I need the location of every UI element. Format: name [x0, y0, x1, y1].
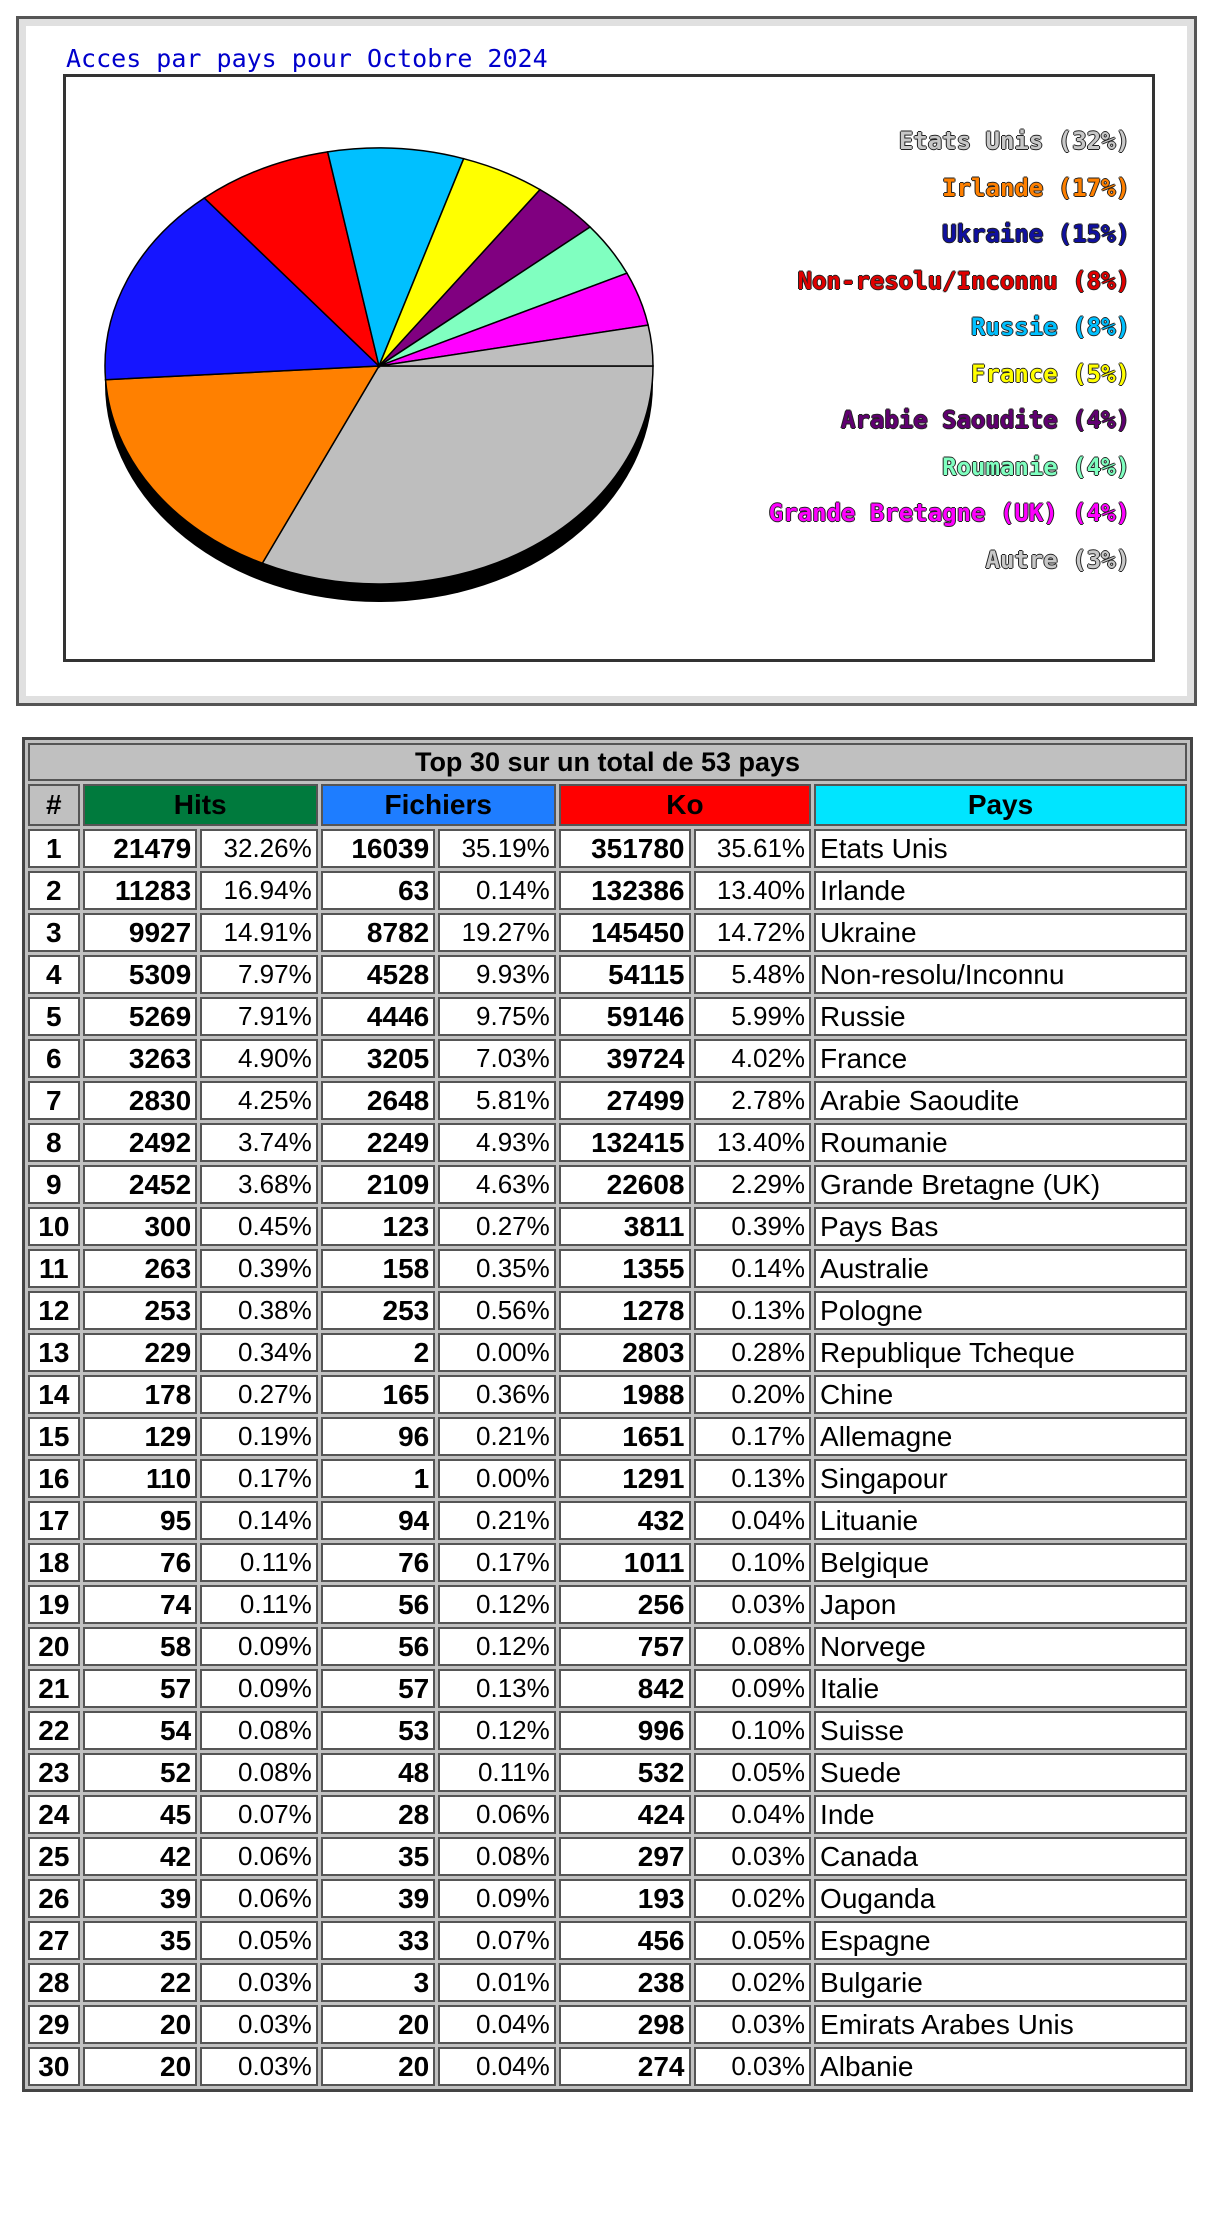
- country-cell: Suede: [814, 1753, 1187, 1792]
- files-percent-cell: 4.93%: [438, 1123, 556, 1162]
- ko-cell: 1988: [559, 1375, 691, 1414]
- rank-cell: 21: [28, 1669, 80, 1708]
- ko-percent-cell: 0.14%: [694, 1249, 812, 1288]
- table-row: [28, 1711, 1187, 1750]
- country-cell: Ouganda: [814, 1879, 1187, 1918]
- files-percent-cell: 0.11%: [438, 1753, 556, 1792]
- ko-percent-cell: 35.61%: [694, 829, 812, 868]
- rank-cell: 20: [28, 1627, 80, 1666]
- country-cell: Pays Bas: [814, 1207, 1187, 1246]
- hits-cell: 20: [83, 2047, 198, 2086]
- hits-percent-cell: 0.06%: [200, 1879, 318, 1918]
- hits-cell: 54: [83, 1711, 198, 1750]
- hits-percent-cell: 7.97%: [200, 955, 318, 994]
- rank-cell: 1: [28, 829, 80, 868]
- ko-cell: 3811: [559, 1207, 691, 1246]
- files-percent-cell: 9.75%: [438, 997, 556, 1036]
- ko-cell: 2803: [559, 1333, 691, 1372]
- ko-cell: 132415: [559, 1123, 691, 1162]
- hits-percent-cell: 0.27%: [200, 1375, 318, 1414]
- pie-chart-inner: [26, 26, 1187, 696]
- ko-percent-cell: 0.13%: [694, 1459, 812, 1498]
- country-cell: Australie: [814, 1249, 1187, 1288]
- hits-percent-cell: 0.39%: [200, 1249, 318, 1288]
- hits-percent-cell: 0.05%: [200, 1921, 318, 1960]
- hits-cell: 110: [83, 1459, 198, 1498]
- table-row: [28, 2005, 1187, 2044]
- hits-cell: 20: [83, 2005, 198, 2044]
- legend-entry: Etats Unis (32%): [898, 127, 1130, 155]
- files-cell: 48: [321, 1753, 436, 1792]
- table-caption: Top 30 sur un total de 53 pays: [28, 743, 1187, 781]
- files-cell: 2109: [321, 1165, 436, 1204]
- hits-percent-cell: 3.68%: [200, 1165, 318, 1204]
- hits-cell: 300: [83, 1207, 198, 1246]
- ko-percent-cell: 0.03%: [694, 2047, 812, 2086]
- country-cell: Non-resolu/Inconnu: [814, 955, 1187, 994]
- rank-cell: 14: [28, 1375, 80, 1414]
- hits-cell: 3263: [83, 1039, 198, 1078]
- ko-cell: 757: [559, 1627, 691, 1666]
- ko-cell: 456: [559, 1921, 691, 1960]
- ko-cell: 842: [559, 1669, 691, 1708]
- files-cell: 2249: [321, 1123, 436, 1162]
- rank-cell: 18: [28, 1543, 80, 1582]
- ko-cell: 1651: [559, 1417, 691, 1456]
- files-cell: 3: [321, 1963, 436, 2002]
- header-ko: Ko: [559, 784, 811, 826]
- ko-percent-cell: 14.72%: [694, 913, 812, 952]
- hits-cell: 2452: [83, 1165, 198, 1204]
- rank-cell: 25: [28, 1837, 80, 1876]
- legend-entry: Grande Bretagne (UK) (4%): [768, 499, 1130, 527]
- hits-percent-cell: 32.26%: [200, 829, 318, 868]
- hits-cell: 263: [83, 1249, 198, 1288]
- files-percent-cell: 0.09%: [438, 1879, 556, 1918]
- rank-cell: 29: [28, 2005, 80, 2044]
- header-country: Pays: [814, 784, 1187, 826]
- table-row: [28, 1837, 1187, 1876]
- hits-cell: 57: [83, 1669, 198, 1708]
- hits-percent-cell: 0.45%: [200, 1207, 318, 1246]
- country-cell: Russie: [814, 997, 1187, 1036]
- table-row: [28, 2047, 1187, 2086]
- rank-cell: 12: [28, 1291, 80, 1330]
- files-cell: 4528: [321, 955, 436, 994]
- ko-percent-cell: 0.04%: [694, 1795, 812, 1834]
- table-row: [28, 871, 1187, 910]
- files-cell: 165: [321, 1375, 436, 1414]
- hits-cell: 2492: [83, 1123, 198, 1162]
- table-row: [28, 1459, 1187, 1498]
- files-cell: 35: [321, 1837, 436, 1876]
- files-percent-cell: 0.12%: [438, 1627, 556, 1666]
- ko-cell: 432: [559, 1501, 691, 1540]
- ko-percent-cell: 0.05%: [694, 1753, 812, 1792]
- ko-cell: 256: [559, 1585, 691, 1624]
- table-row: [28, 1123, 1187, 1162]
- ko-cell: 274: [559, 2047, 691, 2086]
- table-row: [28, 1249, 1187, 1288]
- hits-cell: 5309: [83, 955, 198, 994]
- ko-percent-cell: 13.40%: [694, 1123, 812, 1162]
- table-row: [28, 1165, 1187, 1204]
- files-percent-cell: 7.03%: [438, 1039, 556, 1078]
- rank-cell: 19: [28, 1585, 80, 1624]
- rank-cell: 3: [28, 913, 80, 952]
- ko-percent-cell: 0.20%: [694, 1375, 812, 1414]
- ko-percent-cell: 13.40%: [694, 871, 812, 910]
- ko-cell: 424: [559, 1795, 691, 1834]
- legend-entry: Irlande (17%): [942, 173, 1130, 202]
- files-percent-cell: 0.13%: [438, 1669, 556, 1708]
- files-cell: 56: [321, 1585, 436, 1624]
- hits-cell: 45: [83, 1795, 198, 1834]
- ko-percent-cell: 0.09%: [694, 1669, 812, 1708]
- ko-cell: 1011: [559, 1543, 691, 1582]
- files-cell: 63: [321, 871, 436, 910]
- table-body: [28, 829, 1187, 2086]
- legend-entry: Russie (8%): [971, 313, 1130, 341]
- table-row: [28, 1879, 1187, 1918]
- files-percent-cell: 4.63%: [438, 1165, 556, 1204]
- files-percent-cell: 0.00%: [438, 1333, 556, 1372]
- table-row: [28, 1627, 1187, 1666]
- hits-cell: 178: [83, 1375, 198, 1414]
- country-cell: Bulgarie: [814, 1963, 1187, 2002]
- country-cell: Lituanie: [814, 1501, 1187, 1540]
- hits-cell: 9927: [83, 913, 198, 952]
- header-rank: #: [28, 784, 80, 826]
- legend-entry: Roumanie (4%): [942, 452, 1130, 481]
- table-row: [28, 1081, 1187, 1120]
- files-cell: 4446: [321, 997, 436, 1036]
- table-row: [28, 997, 1187, 1036]
- table-row: [28, 1543, 1187, 1582]
- hits-percent-cell: 0.07%: [200, 1795, 318, 1834]
- files-percent-cell: 9.93%: [438, 955, 556, 994]
- ko-percent-cell: 0.10%: [694, 1543, 812, 1582]
- legend-entry: Non-resolu/Inconnu (8%): [797, 266, 1130, 295]
- country-cell: Suisse: [814, 1711, 1187, 1750]
- rank-cell: 10: [28, 1207, 80, 1246]
- ko-percent-cell: 4.02%: [694, 1039, 812, 1078]
- pie-chart-panel: [16, 16, 1197, 706]
- table-row: [28, 1753, 1187, 1792]
- country-cell: Italie: [814, 1669, 1187, 1708]
- table-row: [28, 1375, 1187, 1414]
- table-row: [28, 913, 1187, 952]
- files-percent-cell: 5.81%: [438, 1081, 556, 1120]
- table-row: [28, 1291, 1187, 1330]
- files-percent-cell: 35.19%: [438, 829, 556, 868]
- country-cell: Japon: [814, 1585, 1187, 1624]
- ko-percent-cell: 0.03%: [694, 1837, 812, 1876]
- files-percent-cell: 0.56%: [438, 1291, 556, 1330]
- rank-cell: 22: [28, 1711, 80, 1750]
- ko-percent-cell: 0.04%: [694, 1501, 812, 1540]
- country-cell: Singapour: [814, 1459, 1187, 1498]
- files-cell: 2: [321, 1333, 436, 1372]
- ko-percent-cell: 0.02%: [694, 1963, 812, 2002]
- hits-percent-cell: 4.90%: [200, 1039, 318, 1078]
- country-cell: Ukraine: [814, 913, 1187, 952]
- hits-cell: 11283: [83, 871, 198, 910]
- files-cell: 123: [321, 1207, 436, 1246]
- legend-entry: Autre (3%): [985, 545, 1130, 574]
- country-stats-table: [22, 737, 1193, 2092]
- hits-cell: 229: [83, 1333, 198, 1372]
- files-cell: 20: [321, 2047, 436, 2086]
- country-cell: Irlande: [814, 871, 1187, 910]
- table-row: [28, 1333, 1187, 1372]
- files-percent-cell: 0.35%: [438, 1249, 556, 1288]
- ko-cell: 351780: [559, 829, 691, 868]
- files-percent-cell: 0.08%: [438, 1837, 556, 1876]
- files-cell: 158: [321, 1249, 436, 1288]
- ko-percent-cell: 0.08%: [694, 1627, 812, 1666]
- rank-cell: 4: [28, 955, 80, 994]
- ko-cell: 59146: [559, 997, 691, 1036]
- table-row: [28, 1039, 1187, 1078]
- ko-percent-cell: 0.10%: [694, 1711, 812, 1750]
- ko-cell: 54115: [559, 955, 691, 994]
- hits-percent-cell: 0.38%: [200, 1291, 318, 1330]
- country-cell: Espagne: [814, 1921, 1187, 1960]
- ko-cell: 27499: [559, 1081, 691, 1120]
- hits-percent-cell: 0.11%: [200, 1585, 318, 1624]
- table-row: [28, 1795, 1187, 1834]
- ko-cell: 996: [559, 1711, 691, 1750]
- files-cell: 1: [321, 1459, 436, 1498]
- table-row: [28, 1921, 1187, 1960]
- hits-percent-cell: 3.74%: [200, 1123, 318, 1162]
- country-cell: Etats Unis: [814, 829, 1187, 868]
- ko-cell: 145450: [559, 913, 691, 952]
- rank-cell: 24: [28, 1795, 80, 1834]
- ko-cell: 532: [559, 1753, 691, 1792]
- ko-percent-cell: 0.28%: [694, 1333, 812, 1372]
- hits-cell: 253: [83, 1291, 198, 1330]
- country-cell: Norvege: [814, 1627, 1187, 1666]
- legend-entry: France (5%): [971, 359, 1130, 388]
- files-percent-cell: 0.17%: [438, 1543, 556, 1582]
- files-cell: 96: [321, 1417, 436, 1456]
- hits-percent-cell: 0.11%: [200, 1543, 318, 1582]
- chart-plot-area: [63, 74, 1155, 662]
- rank-cell: 2: [28, 871, 80, 910]
- ko-cell: 298: [559, 2005, 691, 2044]
- rank-cell: 26: [28, 1879, 80, 1918]
- hits-cell: 95: [83, 1501, 198, 1540]
- hits-percent-cell: 0.08%: [200, 1711, 318, 1750]
- files-percent-cell: 0.14%: [438, 871, 556, 910]
- files-percent-cell: 0.12%: [438, 1711, 556, 1750]
- ko-cell: 1278: [559, 1291, 691, 1330]
- rank-cell: 23: [28, 1753, 80, 1792]
- files-percent-cell: 0.01%: [438, 1963, 556, 2002]
- hits-cell: 42: [83, 1837, 198, 1876]
- ko-percent-cell: 5.99%: [694, 997, 812, 1036]
- files-cell: 94: [321, 1501, 436, 1540]
- files-percent-cell: 0.07%: [438, 1921, 556, 1960]
- ko-percent-cell: 0.03%: [694, 2005, 812, 2044]
- hits-percent-cell: 0.06%: [200, 1837, 318, 1876]
- ko-percent-cell: 0.05%: [694, 1921, 812, 1960]
- rank-cell: 17: [28, 1501, 80, 1540]
- rank-cell: 27: [28, 1921, 80, 1960]
- legend-entry: Ukraine (15%): [942, 220, 1130, 248]
- files-percent-cell: 0.12%: [438, 1585, 556, 1624]
- files-percent-cell: 0.36%: [438, 1375, 556, 1414]
- table-row: [28, 829, 1187, 868]
- hits-cell: 2830: [83, 1081, 198, 1120]
- ko-cell: 1291: [559, 1459, 691, 1498]
- files-cell: 33: [321, 1921, 436, 1960]
- hits-percent-cell: 0.03%: [200, 2005, 318, 2044]
- table-row: [28, 1501, 1187, 1540]
- files-cell: 8782: [321, 913, 436, 952]
- rank-cell: 11: [28, 1249, 80, 1288]
- files-percent-cell: 0.27%: [438, 1207, 556, 1246]
- hits-cell: 21479: [83, 829, 198, 868]
- hits-cell: 58: [83, 1627, 198, 1666]
- files-cell: 57: [321, 1669, 436, 1708]
- hits-cell: 74: [83, 1585, 198, 1624]
- ko-cell: 238: [559, 1963, 691, 2002]
- hits-percent-cell: 14.91%: [200, 913, 318, 952]
- hits-percent-cell: 0.09%: [200, 1669, 318, 1708]
- country-cell: Republique Tcheque: [814, 1333, 1187, 1372]
- table-row: [28, 1963, 1187, 2002]
- ko-percent-cell: 0.13%: [694, 1291, 812, 1330]
- hits-cell: 52: [83, 1753, 198, 1792]
- hits-percent-cell: 0.09%: [200, 1627, 318, 1666]
- country-cell: Canada: [814, 1837, 1187, 1876]
- files-percent-cell: 0.04%: [438, 2047, 556, 2086]
- chart-title: Acces par pays pour Octobre 2024: [66, 44, 548, 73]
- ko-percent-cell: 5.48%: [694, 955, 812, 994]
- table-row: [28, 955, 1187, 994]
- country-cell: Emirats Arabes Unis: [814, 2005, 1187, 2044]
- files-cell: 53: [321, 1711, 436, 1750]
- rank-cell: 9: [28, 1165, 80, 1204]
- table-row: [28, 1669, 1187, 1708]
- rank-cell: 8: [28, 1123, 80, 1162]
- rank-cell: 28: [28, 1963, 80, 2002]
- hits-percent-cell: 0.03%: [200, 1963, 318, 2002]
- hits-cell: 76: [83, 1543, 198, 1582]
- rank-cell: 6: [28, 1039, 80, 1078]
- files-cell: 2648: [321, 1081, 436, 1120]
- country-cell: Arabie Saoudite: [814, 1081, 1187, 1120]
- files-percent-cell: 0.21%: [438, 1501, 556, 1540]
- ko-cell: 193: [559, 1879, 691, 1918]
- table-row: [28, 1207, 1187, 1246]
- ko-percent-cell: 0.03%: [694, 1585, 812, 1624]
- hits-cell: 5269: [83, 997, 198, 1036]
- files-cell: 39: [321, 1879, 436, 1918]
- files-percent-cell: 0.00%: [438, 1459, 556, 1498]
- files-cell: 28: [321, 1795, 436, 1834]
- rank-cell: 5: [28, 997, 80, 1036]
- hits-cell: 39: [83, 1879, 198, 1918]
- rank-cell: 15: [28, 1417, 80, 1456]
- ko-percent-cell: 0.17%: [694, 1417, 812, 1456]
- files-percent-cell: 0.06%: [438, 1795, 556, 1834]
- files-percent-cell: 0.04%: [438, 2005, 556, 2044]
- rank-cell: 16: [28, 1459, 80, 1498]
- files-cell: 16039: [321, 829, 436, 868]
- hits-percent-cell: 0.19%: [200, 1417, 318, 1456]
- country-cell: Pologne: [814, 1291, 1187, 1330]
- hits-percent-cell: 4.25%: [200, 1081, 318, 1120]
- files-cell: 253: [321, 1291, 436, 1330]
- country-cell: Chine: [814, 1375, 1187, 1414]
- header-files: Fichiers: [321, 784, 556, 826]
- files-cell: 56: [321, 1627, 436, 1666]
- ko-percent-cell: 2.78%: [694, 1081, 812, 1120]
- table-row: [28, 1585, 1187, 1624]
- hits-cell: 35: [83, 1921, 198, 1960]
- ko-cell: 1355: [559, 1249, 691, 1288]
- hits-percent-cell: 0.17%: [200, 1459, 318, 1498]
- rank-cell: 30: [28, 2047, 80, 2086]
- hits-cell: 22: [83, 1963, 198, 2002]
- country-cell: Inde: [814, 1795, 1187, 1834]
- ko-cell: 39724: [559, 1039, 691, 1078]
- hits-percent-cell: 0.34%: [200, 1333, 318, 1372]
- hits-percent-cell: 16.94%: [200, 871, 318, 910]
- files-cell: 3205: [321, 1039, 436, 1078]
- hits-percent-cell: 7.91%: [200, 997, 318, 1036]
- hits-percent-cell: 0.14%: [200, 1501, 318, 1540]
- ko-percent-cell: 0.02%: [694, 1879, 812, 1918]
- hits-percent-cell: 0.03%: [200, 2047, 318, 2086]
- rank-cell: 13: [28, 1333, 80, 1372]
- ko-cell: 22608: [559, 1165, 691, 1204]
- header-hits: Hits: [83, 784, 318, 826]
- country-cell: Belgique: [814, 1543, 1187, 1582]
- ko-cell: 297: [559, 1837, 691, 1876]
- files-cell: 20: [321, 2005, 436, 2044]
- legend-entry: Arabie Saoudite (4%): [841, 406, 1130, 434]
- country-cell: Grande Bretagne (UK): [814, 1165, 1187, 1204]
- ko-percent-cell: 0.39%: [694, 1207, 812, 1246]
- country-cell: Allemagne: [814, 1417, 1187, 1456]
- files-percent-cell: 19.27%: [438, 913, 556, 952]
- hits-percent-cell: 0.08%: [200, 1753, 318, 1792]
- ko-percent-cell: 2.29%: [694, 1165, 812, 1204]
- ko-cell: 132386: [559, 871, 691, 910]
- table-row: [28, 1417, 1187, 1456]
- country-cell: Albanie: [814, 2047, 1187, 2086]
- files-cell: 76: [321, 1543, 436, 1582]
- hits-cell: 129: [83, 1417, 198, 1456]
- country-cell: Roumanie: [814, 1123, 1187, 1162]
- country-cell: France: [814, 1039, 1187, 1078]
- rank-cell: 7: [28, 1081, 80, 1120]
- files-percent-cell: 0.21%: [438, 1417, 556, 1456]
